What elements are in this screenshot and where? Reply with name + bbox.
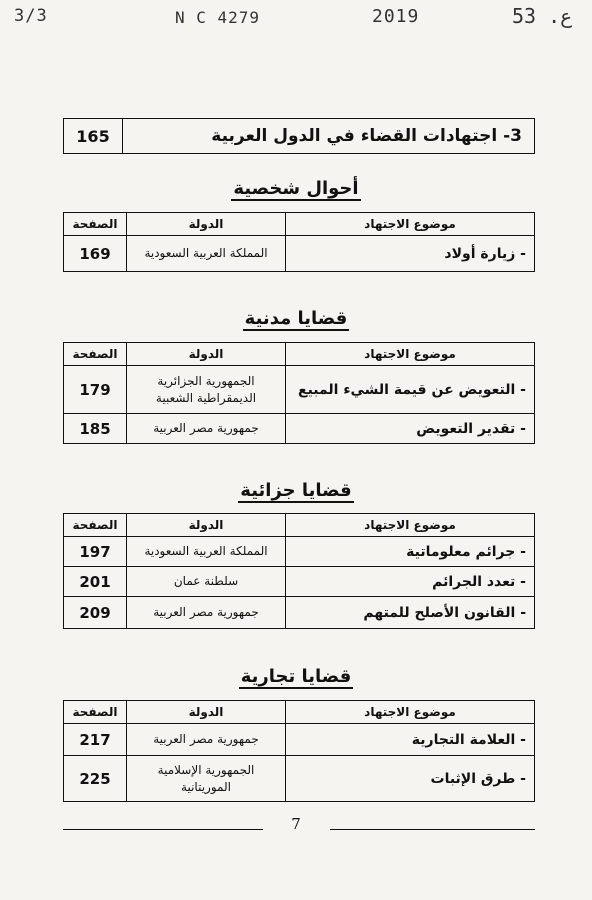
table-row xyxy=(64,366,535,414)
header-country: الدولة xyxy=(127,343,286,366)
row-topic: - تقدير التعويض xyxy=(286,414,535,444)
table-row xyxy=(64,597,535,629)
row-country: المملكة العربية السعودية xyxy=(127,537,286,567)
section-title-commercial: قضايا تجارية xyxy=(240,666,352,687)
header-topic: موضوع الاجتهاد xyxy=(286,514,535,537)
row-topic: - زيارة أولاد xyxy=(286,236,535,272)
row-page: 169 xyxy=(64,236,127,272)
row-topic: - التعويض عن قيمة الشيء المبيع xyxy=(286,366,535,414)
row-country: سلطنة عمان xyxy=(127,567,286,597)
handwritten-note-right: 53 .ع xyxy=(512,4,573,28)
table-row xyxy=(64,537,535,567)
main-title-page: 165 xyxy=(64,119,123,154)
table-row xyxy=(64,236,535,272)
header-topic: موضوع الاجتهاد xyxy=(286,343,535,366)
table-personal-status xyxy=(63,212,535,272)
section-title-criminal: قضايا جزائية xyxy=(240,480,352,501)
row-topic: - القانون الأصلح للمتهم xyxy=(286,597,535,629)
table-row xyxy=(64,414,535,444)
header-country: الدولة xyxy=(127,514,286,537)
row-page: 201 xyxy=(64,567,127,597)
row-page: 197 xyxy=(64,537,127,567)
handwritten-note-left: 3/3 xyxy=(14,6,48,26)
table-row xyxy=(64,724,535,756)
footer-rule-right xyxy=(330,829,535,830)
header-topic: موضوع الاجتهاد xyxy=(286,213,535,236)
row-country: المملكة العربية السعودية xyxy=(127,236,286,272)
table-civil xyxy=(63,342,535,444)
main-title-box xyxy=(63,118,535,154)
row-country: جمهورية مصر العربية xyxy=(127,724,286,756)
row-country: الجمهورية الإسلامية الموريتانية xyxy=(127,756,286,802)
header-page: الصفحة xyxy=(64,213,127,236)
row-country: جمهورية مصر العربية xyxy=(127,414,286,444)
row-page: 179 xyxy=(64,366,127,414)
table-row xyxy=(64,756,535,802)
handwritten-year: 2019 xyxy=(372,6,420,27)
header-country: الدولة xyxy=(127,213,286,236)
page-number: 7 xyxy=(291,815,301,833)
main-title: 3- اجتهادات القضاء في الدول العربية xyxy=(123,119,535,154)
header-page: الصفحة xyxy=(64,701,127,724)
table-row xyxy=(64,567,535,597)
section-title-personal-status: أحوال شخصية xyxy=(233,178,359,199)
table-commercial xyxy=(63,700,535,802)
row-page: 209 xyxy=(64,597,127,629)
section-title-civil: قضايا مدنية xyxy=(244,308,348,329)
row-page: 185 xyxy=(64,414,127,444)
row-page: 225 xyxy=(64,756,127,802)
handwritten-reference: N C 4279 xyxy=(175,8,261,27)
row-country: الجمهورية الجزائرية الديمقراطية الشعبية xyxy=(127,366,286,414)
row-topic: - طرق الإثبات xyxy=(286,756,535,802)
row-topic: - تعدد الجرائم xyxy=(286,567,535,597)
table-criminal xyxy=(63,513,535,629)
header-country: الدولة xyxy=(127,701,286,724)
row-page: 217 xyxy=(64,724,127,756)
row-topic: - جرائم معلوماتية xyxy=(286,537,535,567)
header-topic: موضوع الاجتهاد xyxy=(286,701,535,724)
row-topic: - العلامة التجارية xyxy=(286,724,535,756)
header-page: الصفحة xyxy=(64,514,127,537)
row-country: جمهورية مصر العربية xyxy=(127,597,286,629)
header-page: الصفحة xyxy=(64,343,127,366)
